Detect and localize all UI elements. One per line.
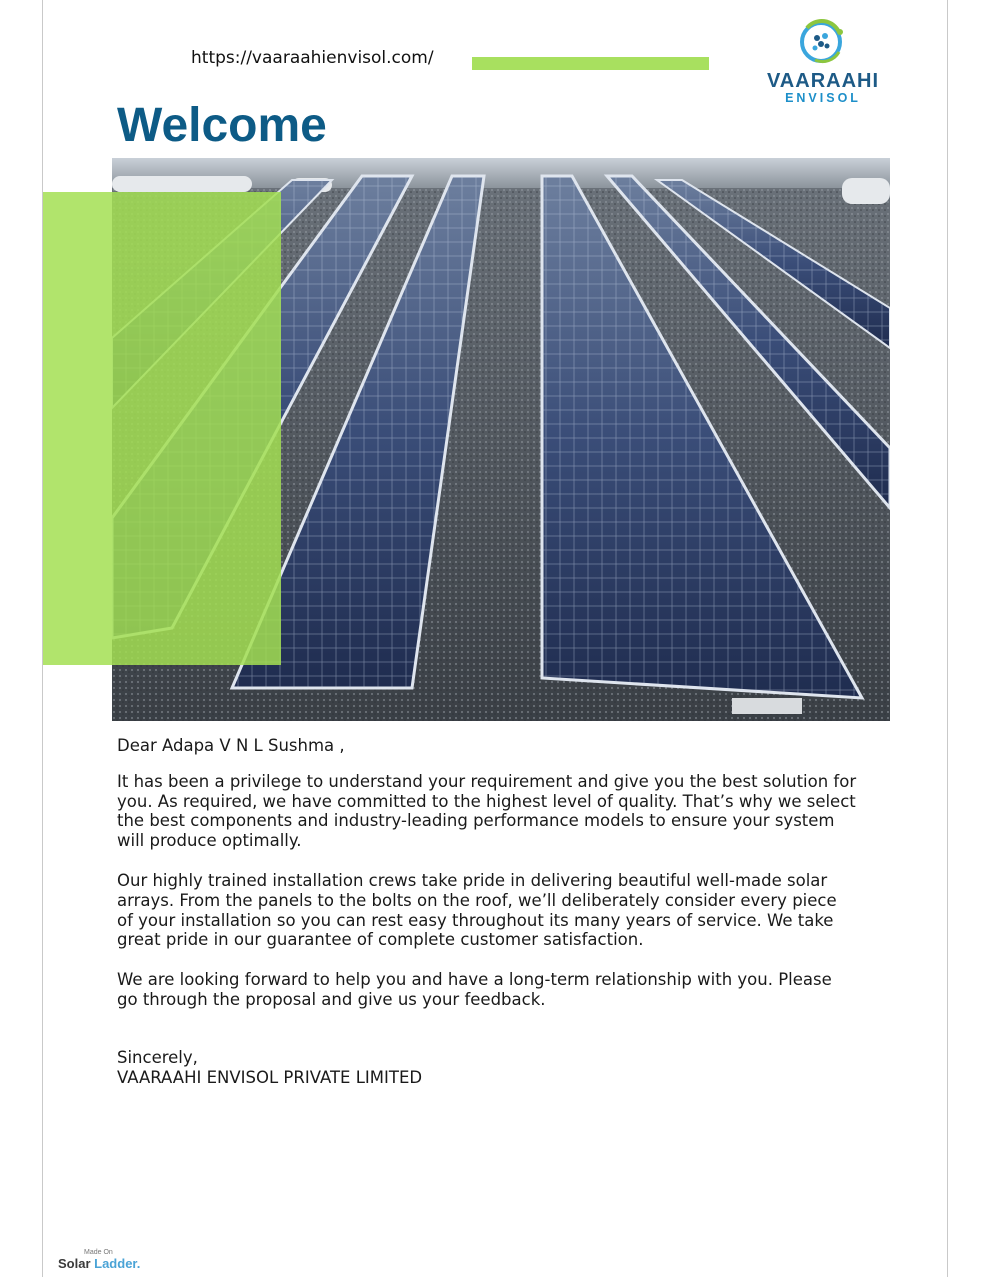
letter-paragraph: It has been a privilege to understand your requirement and give you the best solution for you. As required, we have committed to the highest level of quality. That’s why we select the best components and industry-leading performance models to ensure your system will produce optimally. [117, 771, 857, 851]
footer-brand [58, 1249, 140, 1271]
brand-first: Solar [58, 1256, 91, 1271]
page-title: Welcome [117, 99, 327, 152]
accent-bar [472, 57, 709, 70]
made-on-label: Made On [84, 1249, 113, 1256]
solar-ladder-logo [58, 1256, 140, 1271]
brand-second: Ladder. [94, 1256, 141, 1271]
decorative-green-block [43, 192, 281, 665]
letter-paragraph: Our highly trained installation crews take pride in delivering beautiful well-made solar arrays. From the panels to the bolts on the roof, we’ll deliberately consider every piece of your installation so you can rest easy throughout its many years of service. We take great pride in our guarantee of complete customer satisfaction. [117, 870, 837, 950]
letter-closing: Sincerely, [117, 1047, 198, 1067]
globe-logo-icon [795, 18, 851, 68]
logo-subtitle: ENVISOL [785, 91, 861, 105]
welcome-letter [117, 736, 857, 1087]
logo-name: VAARAAHI [766, 70, 880, 92]
letter-paragraph: We are looking forward to help you and have a long-term relationship with you. Please go through the proposal and give us your feedback. [117, 970, 832, 1009]
letter-greeting: Dear Adapa V N L Sushma , [117, 736, 345, 755]
letter-signature: VAARAAHI ENVISOL PRIVATE LIMITED [117, 1067, 423, 1087]
company-logo [758, 18, 888, 108]
website-url: https://vaaraahienvisol.com/ [191, 48, 434, 68]
